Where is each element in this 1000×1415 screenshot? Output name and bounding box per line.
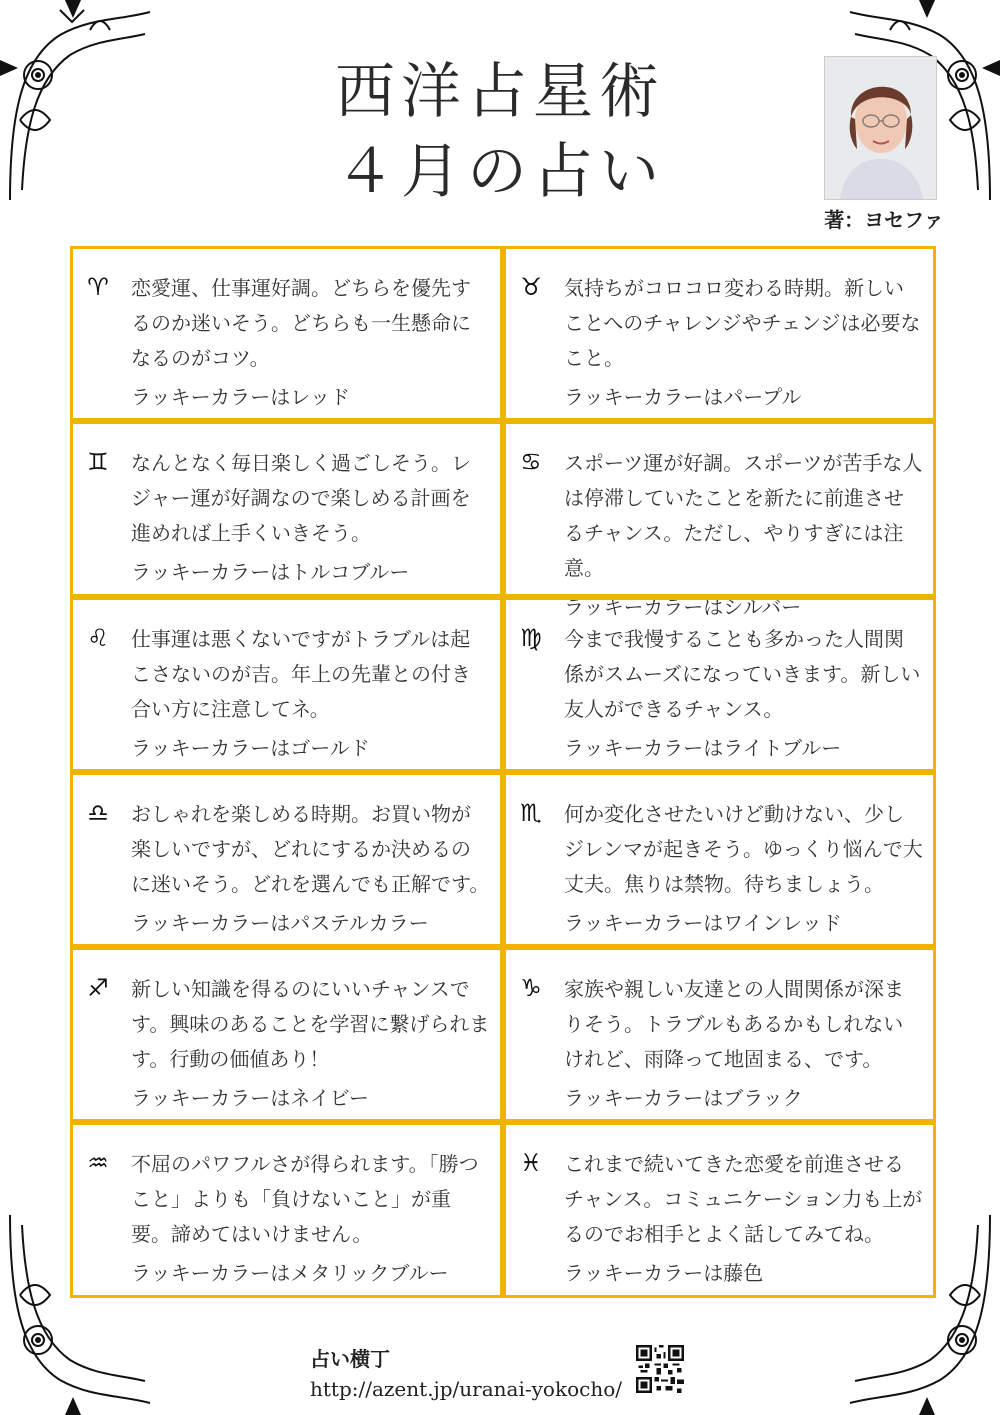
sign-cell-virgo xyxy=(503,597,936,772)
sign-cell-sagittarius xyxy=(70,947,503,1122)
sign-cell-taurus xyxy=(503,246,936,421)
lucky-color: ラッキーカラーはパステルカラー xyxy=(131,910,429,935)
lucky-color: ラッキーカラーはシルバー xyxy=(564,595,802,620)
pisces-icon: ♓ xyxy=(520,1149,542,1178)
sign-text: 今まで我慢することも多かった人間関係がスムーズになっていきます。新しい友人ができるチャンス。 xyxy=(564,626,921,721)
cancer-icon: ♋ xyxy=(520,448,542,477)
title-line-2: ４月の占い xyxy=(335,137,665,207)
lucky-color: ラッキーカラーはブラック xyxy=(564,1086,803,1111)
lucky-color: ラッキーカラーはトルコブルー xyxy=(131,560,410,585)
leo-icon: ♌ xyxy=(87,623,109,652)
sign-cell-leo xyxy=(70,597,503,772)
sign-cell-scorpio xyxy=(503,772,936,947)
author-label: 著：ヨセファ xyxy=(824,208,944,232)
sign-text: これまで続いてきた恋愛を前進させるチャンス。コミュニケーション力も上がるのでお相手とよく話してみてね。 xyxy=(564,1152,923,1247)
scorpio-icon: ♏ xyxy=(520,798,542,827)
title-line-1: 西洋占星術 xyxy=(335,57,665,127)
sign-cell-aquarius xyxy=(70,1122,503,1297)
lucky-color: ラッキーカラーはパープル xyxy=(564,385,802,409)
lucky-color: ラッキーカラーはワインレッド xyxy=(564,910,842,935)
sign-text: 不屈のパワフルさが得られます。「勝つこと」よりも「負けないこと」が重要。諦めてはいけません。 xyxy=(131,1152,479,1247)
horoscope-grid xyxy=(70,246,936,1298)
qr-code-icon[interactable] xyxy=(636,1345,684,1393)
lucky-color: ラッキーカラーはネイビー xyxy=(131,1086,369,1111)
sign-text: おしゃれを楽しめる時期。お買い物が楽しいですが、どれにするか決めるのに迷いそう。どれを選んでも正解です。 xyxy=(131,801,490,896)
libra-icon: ♎ xyxy=(87,798,109,827)
site-name: 占い横丁 xyxy=(310,1347,390,1371)
lucky-color: ラッキーカラーは藤色 xyxy=(564,1261,764,1286)
capricorn-icon: ♑ xyxy=(520,974,542,1003)
virgo-icon: ♍ xyxy=(520,623,542,652)
aries-icon: ♈ xyxy=(87,273,109,301)
aquarius-icon: ♒ xyxy=(87,1149,109,1178)
sign-text: 新しい知識を得るのにいいチャンスです。興味のあることを学習に繋げられます。行動の価値あり！ xyxy=(131,977,490,1072)
sign-cell-cancer xyxy=(503,421,936,620)
lucky-color: ラッキーカラーはゴールド xyxy=(131,735,370,760)
sign-text: 恋愛運、仕事運好調。どちらを優先するのか迷いそう。どちらも一生懸命になるのがコツ。 xyxy=(131,276,471,370)
taurus-icon: ♉ xyxy=(520,273,542,301)
author-photo xyxy=(824,56,937,200)
sign-text: スポーツ運が好調。スポーツが苦手な人は停滞していたことを新たに前進させるチャンス。ただし、やりすぎには注意。 xyxy=(564,451,923,581)
footer xyxy=(310,1344,622,1404)
lucky-color: ラッキーカラーはライトブルー xyxy=(564,735,842,760)
site-url-link[interactable]: http://azent.jp/uranai-yokocho/ xyxy=(310,1377,622,1401)
gemini-icon: ♊ xyxy=(87,448,109,477)
sagittarius-icon: ♐ xyxy=(87,974,109,1003)
sign-text: 家族や親しい友達との人間関係が深まりそう。トラブルもあるかもしれないけれど、雨降って地固まる、です。 xyxy=(564,977,904,1072)
sign-cell-libra xyxy=(70,772,503,947)
sign-cell-pisces xyxy=(503,1122,936,1297)
lucky-color: ラッキーカラーはレッド xyxy=(131,385,350,409)
sign-text: なんとなく毎日楽しく過ごしそう。レジャー運が好調なので楽しめる計画を進めれば上手くいきそう。 xyxy=(131,451,471,546)
sign-cell-aries xyxy=(70,246,503,421)
sign-cell-capricorn xyxy=(503,947,936,1122)
lucky-color: ラッキーカラーはメタリックブルー xyxy=(131,1261,449,1286)
sign-text: 気持ちがコロコロ変わる時期。新しいことへのチャレンジやチェンジは必要なこと。 xyxy=(564,276,921,370)
sign-text: 何か変化させたいけど動けない、少しジレンマが起きそう。ゆっくり悩んで大丈夫。焦りは禁物。待ちましょう。 xyxy=(564,801,923,896)
sign-text: 仕事運は悪くないですがトラブルは起こさないのが吉。年上の先輩との付き合い方に注意してネ。 xyxy=(131,626,471,721)
sign-cell-gemini xyxy=(70,421,503,596)
